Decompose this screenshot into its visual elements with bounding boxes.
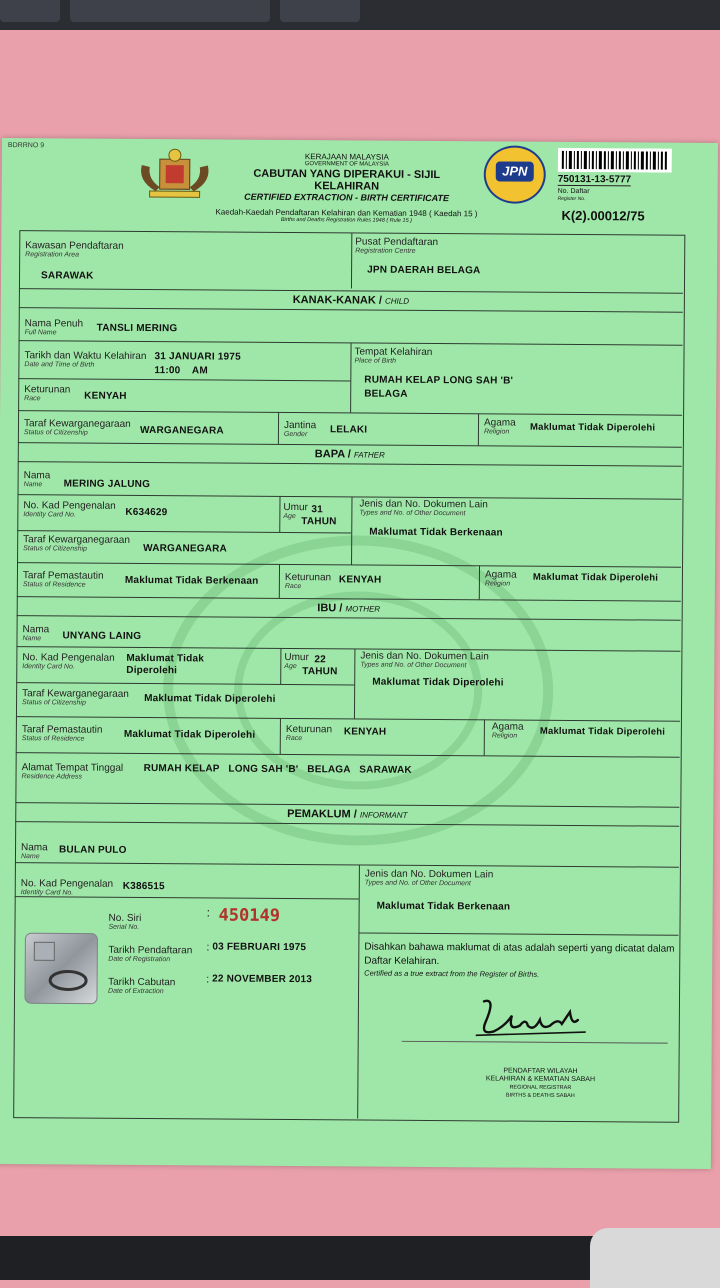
father-religion-value: Maklumat Tidak Diperolehi [532,571,659,584]
child-citizenship-label: Taraf Kewarganegaraan Status of Citizenship [23,418,131,437]
rules-text: Kaedah-Kaedah Pendaftaran Kelahiran dan Kematian 1948 ( Kaedah 15 ) [215,207,478,219]
mother-residence-value: Maklumat Tidak Diperolehi [123,728,256,741]
father-age-value: 31 [311,504,323,516]
extraction-date-colon: : [206,973,210,986]
section-child: KANAK-KANAK / CHILD [19,288,683,313]
document-title: CABUTAN YANG DIPERAKUI - SIJIL KELAHIRAN [253,167,441,193]
document-subtitle: CERTIFIED EXTRACTION - BIRTH CERTIFICATE [244,191,450,204]
registrar-block: PENDAFTAR WILAYAH KELAHIRAN & KEMATIAN SABAH REGIONAL REGISTRAR BIRTHS & DEATHS SABAH [485,1067,596,1100]
hologram-seal-icon [24,932,99,1005]
father-race-value: KENYAH [338,574,382,586]
registration-area-label: Kawasan Pendaftaran Registration Area [25,240,124,259]
mother-citizenship-label: Taraf Kewarganegaraan Status of Citizenship [22,688,129,707]
gov-label-en: GOVERNMENT OF MALAYSIA [304,161,389,168]
father-race-label: Keturunan Race [284,571,332,591]
mother-address-value: RUMAH KELAP LONG SAH 'B' BELAGA SARAWAK [143,763,412,776]
mother-race-value: KENYAH [343,726,387,738]
informant-ic-label: No. Kad Pengenalan Identity Card No. [20,878,114,897]
father-doc-value: Maklumat Tidak Berkenaan [369,526,503,539]
corner-code: BDRRNO 9 [7,142,45,150]
mother-ic-value-line2: Diperolehi [126,664,178,677]
father-age-label: Umur Age [283,501,308,521]
child-pob-line1: RUMAH KELAP LONG SAH 'B' [364,374,514,387]
father-name-label: Nama Name [23,470,51,489]
section-mother: IBU / MOTHER [17,596,681,621]
child-dob-label: Tarikh dan Waktu Kelahiran Date and Time of Birth [24,350,147,369]
father-citizenship-label: Taraf Kewarganegaraan Status of Citizenship [23,534,130,553]
registration-date-label: Tarikh Pendaftaran Date of Registration [108,944,193,964]
mother-ic-value-line1: Maklumat Tidak [126,652,205,665]
father-doc-label: Jenis dan No. Dokumen Lain Types and No. of Other Document [359,498,488,518]
extraction-date-value: 22 NOVEMBER 2013 [212,973,313,986]
father-citizenship-value: WARGANEGARA [143,542,228,555]
father-religion-label: Agama Religion [484,569,517,588]
child-gender-label: Jantina Gender [283,419,317,439]
mother-address-label: Alamat Tempat Tinggal Residence Address [21,762,124,781]
mother-age-value: 22 [314,654,326,666]
child-pob-label: Tempat Kelahiran Place of Birth [354,346,433,365]
mother-ic-label: No. Kad Pengenalan Identity Card No. [22,652,115,671]
keyboard-key [70,0,270,22]
father-residence-value: Maklumat Tidak Berkenaan [124,574,259,587]
registration-centre-value: JPN DAERAH BELAGA [367,264,481,277]
father-ic-value: K634629 [125,506,168,519]
extraction-date-label: Tarikh Cabutan Date of Extraction [108,976,176,996]
register-label-en: Register No. [557,195,586,203]
child-name-value: TANSLI MERING [96,322,178,335]
child-dob-value: 31 JANUARI 1975 [154,351,241,363]
informant-doc-label: Jenis dan No. Dokumen Lain Types and No. of Other Document [364,868,494,888]
section-informant: PEMAKLUM / INFORMANT [15,802,679,827]
mother-religion-label: Agama Religion [491,721,524,740]
barcode-icon [558,148,672,173]
jpn-logo-text: JPN [496,161,534,181]
keyboard-key [0,0,60,22]
registration-date-colon: : [206,941,210,954]
informant-doc-value: Maklumat Tidak Berkenaan [376,900,511,913]
mother-residence-label: Taraf Pemastautin Status of Residence [21,724,103,743]
mother-religion-value: Maklumat Tidak Diperolehi [539,725,666,738]
serial-label: No. Siri Serial No. [108,912,142,931]
section-father: BAPA / FATHER [18,442,682,467]
serial-colon: : [206,905,210,920]
mother-race-label: Keturunan Race [285,723,333,743]
keyboard-key [280,0,360,22]
child-name-label: Nama Penuh Full Name [24,318,84,337]
registration-date-value: 03 FEBRUARI 1975 [212,941,307,954]
child-citizenship-value: WARGANEGARA [139,424,224,437]
certification-text: Disahkan bahawa maklumat di atas adalah seperti yang dicatat dalam Daftar Kelahiran. Certified as a true extract from the Register of Births. [364,941,675,979]
coat-of-arms-icon [136,147,214,200]
father-residence-label: Taraf Pemastautin Status of Residence [22,570,104,589]
informant-name-label: Nama Name [20,842,48,861]
child-religion-label: Agama Religion [483,417,516,436]
table-edge [0,1236,720,1280]
registration-centre-label: Pusat Pendaftaran Registration Centre [355,236,439,255]
child-pob-line2: BELAGA [364,388,408,400]
mother-name-label: Nama Name [22,624,50,643]
child-race-value: KENYAH [84,390,127,402]
serial-number: 450149 [218,905,281,926]
jpn-logo [484,145,546,203]
child-time-value: 11:00 AM [154,365,208,377]
mother-age-label: Umur Age [284,651,309,671]
child-gender-value: LELAKI [329,424,368,436]
mother-age-unit: TAHUN [302,666,338,678]
father-ic-label: No. Kad Pengenalan Identity Card No. [23,500,116,519]
gov-label: KERAJAAN MALAYSIA [304,152,389,162]
father-name-value: MERING JALUNG [63,478,151,491]
certificate-number: K(2).00012/75 [561,207,645,224]
register-label: No. Daftar [557,187,590,196]
mother-name-value: UNYANG LAING [62,630,142,642]
registration-area-value: SARAWAK [41,270,94,282]
keyboard-edge [0,0,720,30]
cloth [590,1228,720,1288]
mother-doc-value: Maklumat Tidak Diperolehi [372,676,504,689]
mother-citizenship-value: Maklumat Tidak Diperolehi [144,693,276,705]
informant-name-value: BULAN PULO [58,844,127,856]
rules-text-en: Births and Deaths Registration Rules 1948 ( Rule 15 ) [280,216,413,224]
informant-ic-value: K386515 [122,880,165,893]
father-age-unit: TAHUN [301,516,337,528]
register-number: 750131-13-5777 [557,173,632,186]
child-religion-value: Maklumat Tidak Diperolehi [529,421,656,434]
birth-certificate [0,138,718,1169]
mother-doc-label: Jenis dan No. Dokumen Lain Types and No. of Other Document [360,650,489,670]
child-race-label: Keturunan Race [24,384,71,403]
